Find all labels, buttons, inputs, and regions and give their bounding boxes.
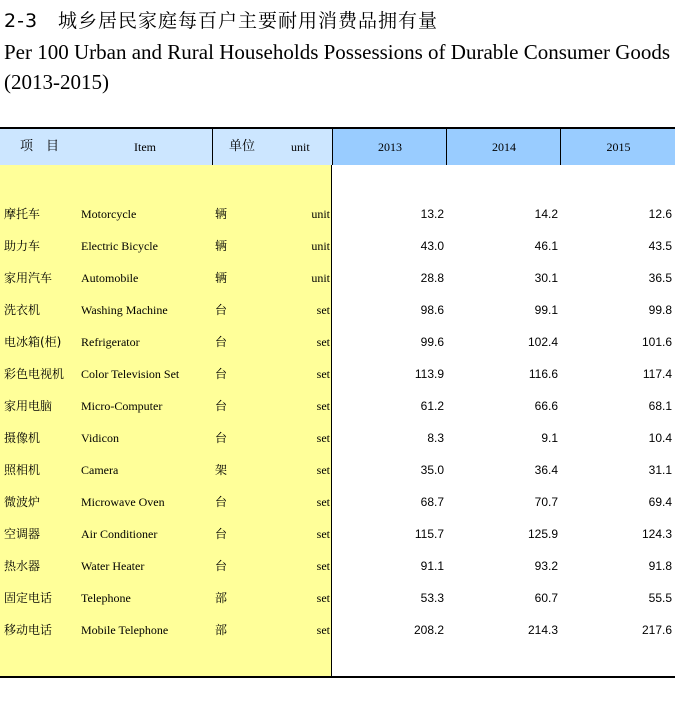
value-2014: 66.6 [534, 399, 558, 413]
unit-cn: 辆 [215, 239, 228, 253]
item-en: Mobile Telephone [81, 623, 169, 637]
unit-en: set [316, 495, 330, 509]
value-2014: 99.1 [534, 303, 558, 317]
bottom-rule [0, 676, 675, 678]
unit-cn: 台 [215, 367, 228, 381]
unit-en: set [316, 303, 330, 317]
unit-cn: 台 [215, 559, 228, 573]
unit-en: set [316, 335, 330, 349]
value-2015: 36.5 [648, 271, 672, 285]
item-cn: 微波炉 [4, 495, 41, 509]
value-2013: 115.7 [414, 527, 444, 541]
value-2015: 43.5 [648, 239, 672, 253]
unit-cn: 台 [215, 431, 228, 445]
item-cn: 电冰箱(柜) [4, 335, 62, 349]
item-en: Telephone [81, 591, 131, 605]
unit-en: unit [311, 271, 330, 285]
value-2014: 125.9 [527, 527, 558, 541]
value-2014: 116.6 [528, 367, 558, 381]
header-unit-en: unit [291, 140, 310, 154]
value-2013: 113.9 [414, 367, 444, 381]
item-en: Camera [81, 463, 119, 477]
item-cn: 摄像机 [4, 431, 41, 445]
unit-en: set [316, 431, 330, 445]
value-2013: 13.2 [420, 207, 444, 221]
table-row [0, 269, 675, 301]
item-cn: 摩托车 [4, 207, 41, 221]
unit-en: set [316, 559, 330, 573]
header-item-cn: 项 目 [20, 139, 60, 154]
table-row [0, 397, 675, 429]
page-title-en: Per 100 Urban and Rural Households Possessions of Durable Consumer Goods (2013-2015) [4, 40, 671, 94]
unit-cn: 辆 [215, 271, 228, 285]
table-row [0, 237, 675, 269]
item-cn: 彩色电视机 [4, 367, 65, 381]
table-row [0, 461, 675, 493]
unit-cn: 部 [215, 591, 228, 605]
item-cn: 空调器 [4, 527, 41, 541]
value-2013: 8.3 [427, 431, 444, 445]
value-2015: 12.6 [648, 207, 672, 221]
value-2013: 53.3 [420, 591, 444, 605]
unit-cn: 台 [215, 399, 228, 413]
table-row [0, 429, 675, 461]
value-2013: 91.1 [420, 559, 444, 573]
value-2015: 91.8 [648, 559, 672, 573]
value-2014: 46.1 [534, 239, 558, 253]
value-2015: 69.4 [648, 495, 672, 509]
value-2015: 68.1 [648, 399, 672, 413]
value-2014: 70.7 [534, 495, 558, 509]
unit-cn: 台 [215, 495, 228, 509]
item-cn: 热水器 [4, 559, 41, 573]
value-2013: 61.2 [420, 399, 444, 413]
unit-cn: 台 [215, 335, 228, 349]
value-2013: 98.6 [420, 303, 444, 317]
header-year-2013: 2013 [332, 129, 447, 165]
item-en: Air Conditioner [81, 527, 158, 541]
header-unit-cn: 单位 [229, 139, 256, 154]
table-row [0, 493, 675, 525]
unit-en: set [316, 463, 330, 477]
unit-en: set [316, 399, 330, 413]
table-row [0, 333, 675, 365]
item-en: Color Television Set [81, 367, 180, 381]
value-2013: 68.7 [420, 495, 444, 509]
value-2014: 9.1 [541, 431, 558, 445]
unit-en: set [316, 367, 330, 381]
value-2013: 208.2 [413, 623, 444, 637]
item-cn: 移动电话 [4, 623, 53, 637]
header-year-2014: 2014 [446, 129, 561, 165]
value-2015: 101.6 [641, 335, 672, 349]
value-2015: 31.1 [648, 463, 672, 477]
item-cn: 助力车 [4, 239, 41, 253]
value-2013: 35.0 [420, 463, 444, 477]
value-2015: 117.4 [642, 367, 672, 381]
unit-cn: 部 [215, 623, 228, 637]
item-en: Microwave Oven [81, 495, 165, 509]
item-en: Electric Bicycle [81, 239, 158, 253]
unit-cn: 架 [215, 463, 228, 477]
header-year-2015: 2015 [560, 129, 675, 165]
table-row [0, 589, 675, 621]
table-header [0, 129, 675, 165]
header-divider [212, 129, 213, 165]
unit-en: unit [311, 207, 330, 221]
unit-cn: 台 [215, 303, 228, 317]
unit-en: set [316, 623, 330, 637]
value-2013: 43.0 [420, 239, 444, 253]
item-cn: 洗衣机 [4, 303, 41, 317]
page-title-cn: 2-3 城乡居民家庭每百户主要耐用消费品拥有量 [4, 10, 439, 32]
item-en: Motorcycle [81, 207, 137, 221]
value-2015: 99.8 [648, 303, 672, 317]
header-item-en: Item [134, 140, 156, 154]
unit-en: set [316, 591, 330, 605]
item-cn: 家用汽车 [4, 271, 53, 285]
value-2013: 99.6 [420, 335, 444, 349]
unit-en: set [316, 527, 330, 541]
table-row [0, 557, 675, 589]
value-2014: 36.4 [534, 463, 558, 477]
item-en: Micro-Computer [81, 399, 163, 413]
item-cn: 固定电话 [4, 591, 53, 605]
value-2014: 214.3 [527, 623, 558, 637]
table-row [0, 525, 675, 557]
item-cn: 家用电脑 [4, 399, 53, 413]
value-2015: 124.3 [641, 527, 672, 541]
table-row [0, 621, 675, 653]
item-en: Washing Machine [81, 303, 168, 317]
value-2015: 217.6 [641, 623, 672, 637]
table-row [0, 205, 675, 237]
item-cn: 照相机 [4, 463, 41, 477]
value-2014: 102.4 [527, 335, 558, 349]
value-2015: 10.4 [648, 431, 672, 445]
value-2014: 30.1 [534, 271, 558, 285]
table-row [0, 301, 675, 333]
value-2015: 55.5 [648, 591, 672, 605]
item-en: Vidicon [81, 431, 119, 445]
table-row [0, 365, 675, 397]
value-2014: 14.2 [534, 207, 558, 221]
value-2013: 28.8 [420, 271, 444, 285]
unit-cn: 辆 [215, 207, 228, 221]
item-en: Refrigerator [81, 335, 140, 349]
unit-en: unit [311, 239, 330, 253]
unit-cn: 台 [215, 527, 228, 541]
item-en: Automobile [81, 271, 139, 285]
value-2014: 93.2 [534, 559, 558, 573]
value-2014: 60.7 [534, 591, 558, 605]
item-en: Water Heater [81, 559, 145, 573]
